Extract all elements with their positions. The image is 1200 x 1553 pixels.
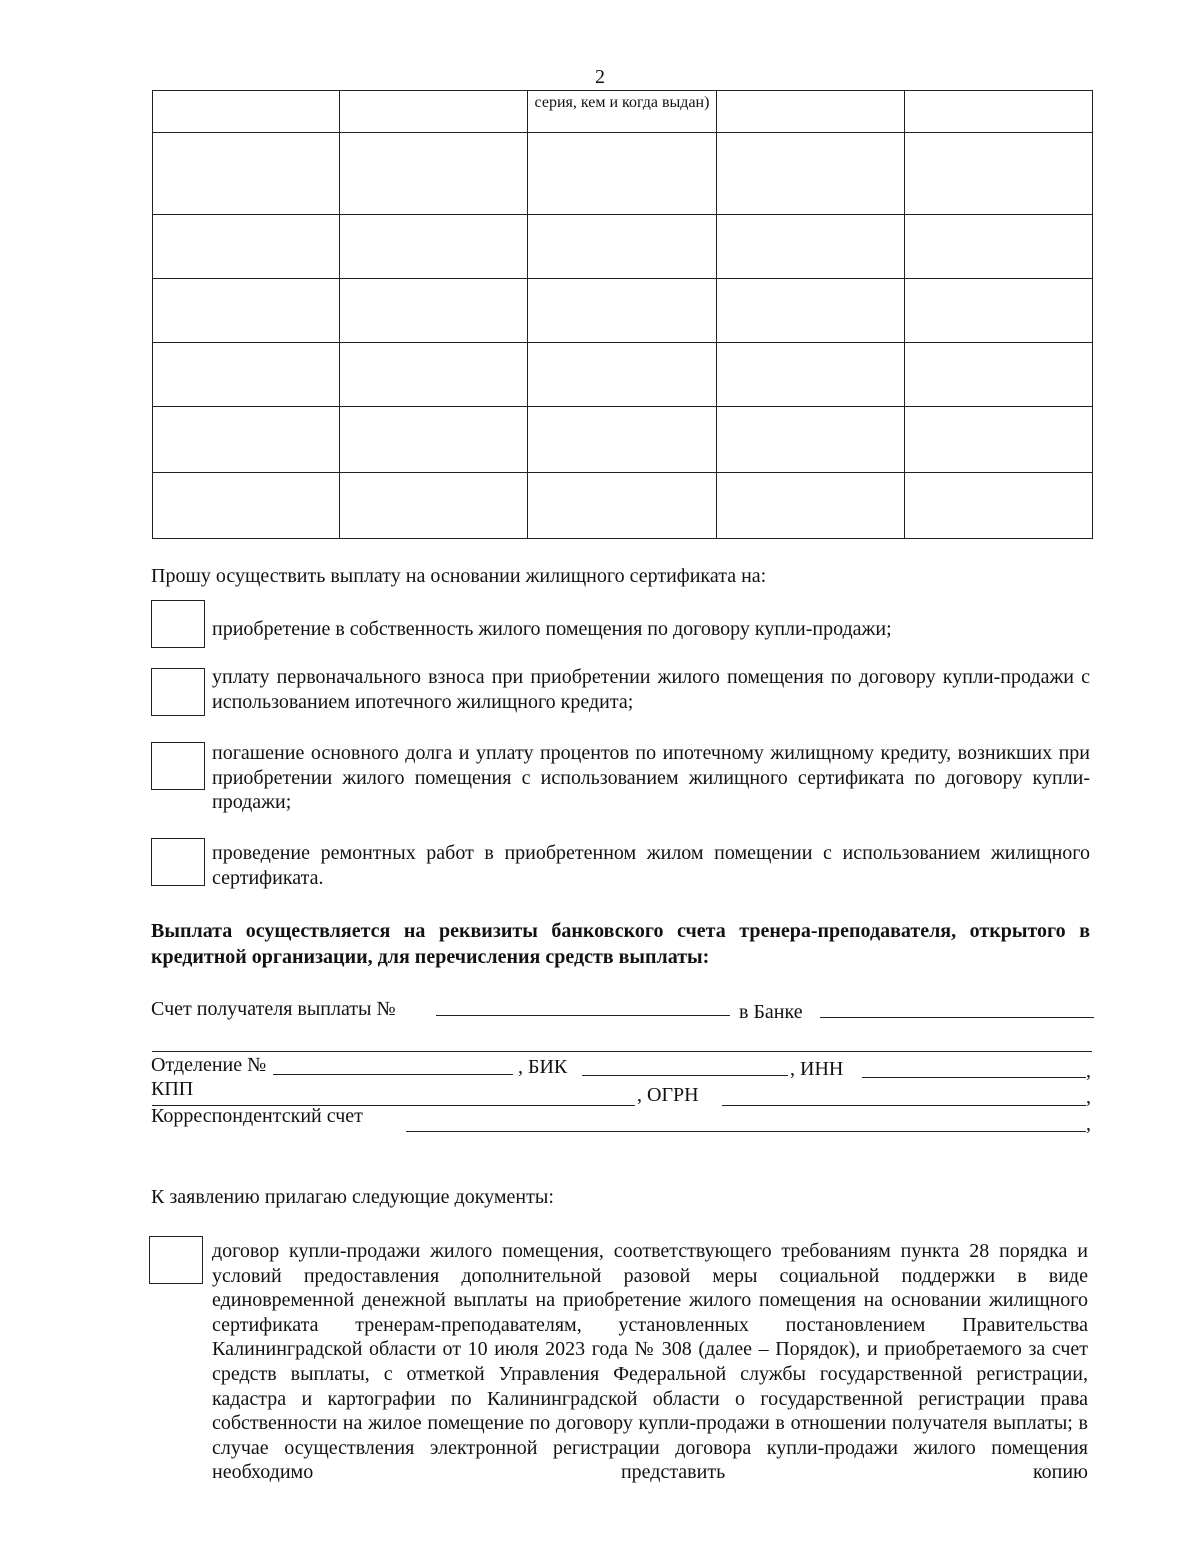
table-cell[interactable]: [340, 279, 528, 343]
ogrn-label: , ОГРН: [637, 1084, 699, 1106]
table-cell[interactable]: [905, 343, 1093, 407]
checkbox-mortgage-repayment[interactable]: [151, 742, 205, 790]
documents-intro: К заявлению прилагаю следующие документы:: [151, 1186, 554, 1208]
table-cell[interactable]: [340, 215, 528, 279]
checkbox-repair[interactable]: [151, 838, 205, 886]
table-cell[interactable]: [153, 215, 340, 279]
table-cell: [717, 91, 905, 133]
table-cell[interactable]: [905, 133, 1093, 215]
table-cell[interactable]: [528, 279, 717, 343]
comma: ,: [1086, 1060, 1091, 1082]
table-cell[interactable]: [528, 215, 717, 279]
table-cell: [340, 91, 528, 133]
table-header-row: [153, 91, 1093, 133]
account-label: Счет получателя выплаты №: [151, 998, 396, 1020]
table-cell[interactable]: [717, 133, 905, 215]
option-purchase: приобретение в собственность жилого помещения по договору купли-продажи;: [212, 618, 892, 640]
option-repair: проведение ремонтных работ в приобретенном жилом помещении с использованием жилищного сертификата.: [212, 842, 1090, 889]
table-cell[interactable]: [528, 407, 717, 473]
bik-label: , БИК: [518, 1056, 568, 1078]
table-cell[interactable]: [340, 133, 528, 215]
option-down-payment: уплату первоначального взноса при приобретении жилого помещения по договору купли-продажи с использованием ипотечного жилищного кредита;: [212, 666, 1090, 713]
table-row: [153, 407, 1093, 473]
account-number-field[interactable]: [436, 1015, 730, 1016]
applicants-table: [152, 90, 1093, 539]
corr-account-label: Корреспондентский счет: [151, 1105, 363, 1127]
checkbox-sale-contract[interactable]: [149, 1236, 203, 1284]
table-cell: серия, кем и когда выдан): [528, 91, 717, 133]
kpp-label: КПП: [151, 1078, 194, 1100]
table-cell[interactable]: [717, 407, 905, 473]
table-cell[interactable]: [528, 473, 717, 539]
bank-heading: Выплата осуществляется на реквизиты банковского счета тренера-преподавателя, открытого в кредитной организации, для перечисления средств выплаты:: [151, 920, 1090, 968]
branch-label: Отделение №: [151, 1054, 267, 1076]
table-cell[interactable]: [153, 133, 340, 215]
table-cell[interactable]: [905, 215, 1093, 279]
branch-number-field[interactable]: [273, 1074, 513, 1075]
corr-account-field[interactable]: [406, 1131, 1086, 1132]
table-row: [153, 279, 1093, 343]
table-cell[interactable]: [717, 473, 905, 539]
checkbox-purchase[interactable]: [151, 600, 205, 648]
bik-field[interactable]: [582, 1075, 788, 1076]
table-cell[interactable]: [905, 407, 1093, 473]
page-number: 2: [595, 66, 605, 88]
inn-field[interactable]: [862, 1077, 1086, 1078]
table-cell[interactable]: [528, 343, 717, 407]
table-cell: [905, 91, 1093, 133]
table-cell[interactable]: [340, 343, 528, 407]
request-intro: Прошу осуществить выплату на основании жилищного сертификата на:: [151, 565, 767, 587]
bank-label: в Банке: [739, 1001, 803, 1023]
table-cell[interactable]: [153, 473, 340, 539]
ogrn-field[interactable]: [722, 1105, 1086, 1106]
table-cell[interactable]: [905, 473, 1093, 539]
comma: ,: [1086, 1086, 1091, 1108]
inn-label: , ИНН: [790, 1058, 844, 1080]
table-cell[interactable]: [905, 279, 1093, 343]
checkbox-down-payment[interactable]: [151, 668, 205, 716]
document-sale-contract: договор купли-продажи жилого помещения, соответствующего требованиям пункта 28 порядка и условий предоставления дополнительной разовой меры социальной поддержки в виде единовременной денежной выплаты на приобретение жилого помещения на основании жилищного сертификата тренерам-преподавателям, установленных постановлением Правительства Калининградской области от 10 июля 2023 года № 308 (далее – Порядок), и приобретаемого за счет средств выплаты, с отметкой Управления Федеральной службы государственной регистрации, кадастра и картографии по Калининградской области о государственной регистрации права собственности на жилое помещение по договору купли-продажи в отношении получателя выплаты; в случае осуществления электронной регистрации договора купли-продажи жилого помещения необходимо представить копию: [212, 1240, 1088, 1484]
table-cell[interactable]: [153, 343, 340, 407]
table-cell[interactable]: [528, 133, 717, 215]
table-cell: [153, 91, 340, 133]
table-cell[interactable]: [717, 215, 905, 279]
comma: ,: [1086, 1113, 1091, 1135]
table-row: [153, 133, 1093, 215]
table-cell[interactable]: [153, 407, 340, 473]
option-mortgage-repayment: погашение основного долга и уплату процентов по ипотечному жилищному кредиту, возникших при приобретении жилого помещения с использованием жилищного сертификата по договору купли-продажи;: [212, 742, 1090, 813]
table-row: [153, 343, 1093, 407]
table-cell[interactable]: [153, 279, 340, 343]
table-row: [153, 473, 1093, 539]
table-cell[interactable]: [717, 343, 905, 407]
table-cell[interactable]: [717, 279, 905, 343]
table-cell[interactable]: [340, 473, 528, 539]
bank-name-field[interactable]: [820, 1017, 1094, 1018]
bank-name-continuation-line[interactable]: [152, 1051, 1092, 1052]
table-cell[interactable]: [340, 407, 528, 473]
table-row: [153, 215, 1093, 279]
